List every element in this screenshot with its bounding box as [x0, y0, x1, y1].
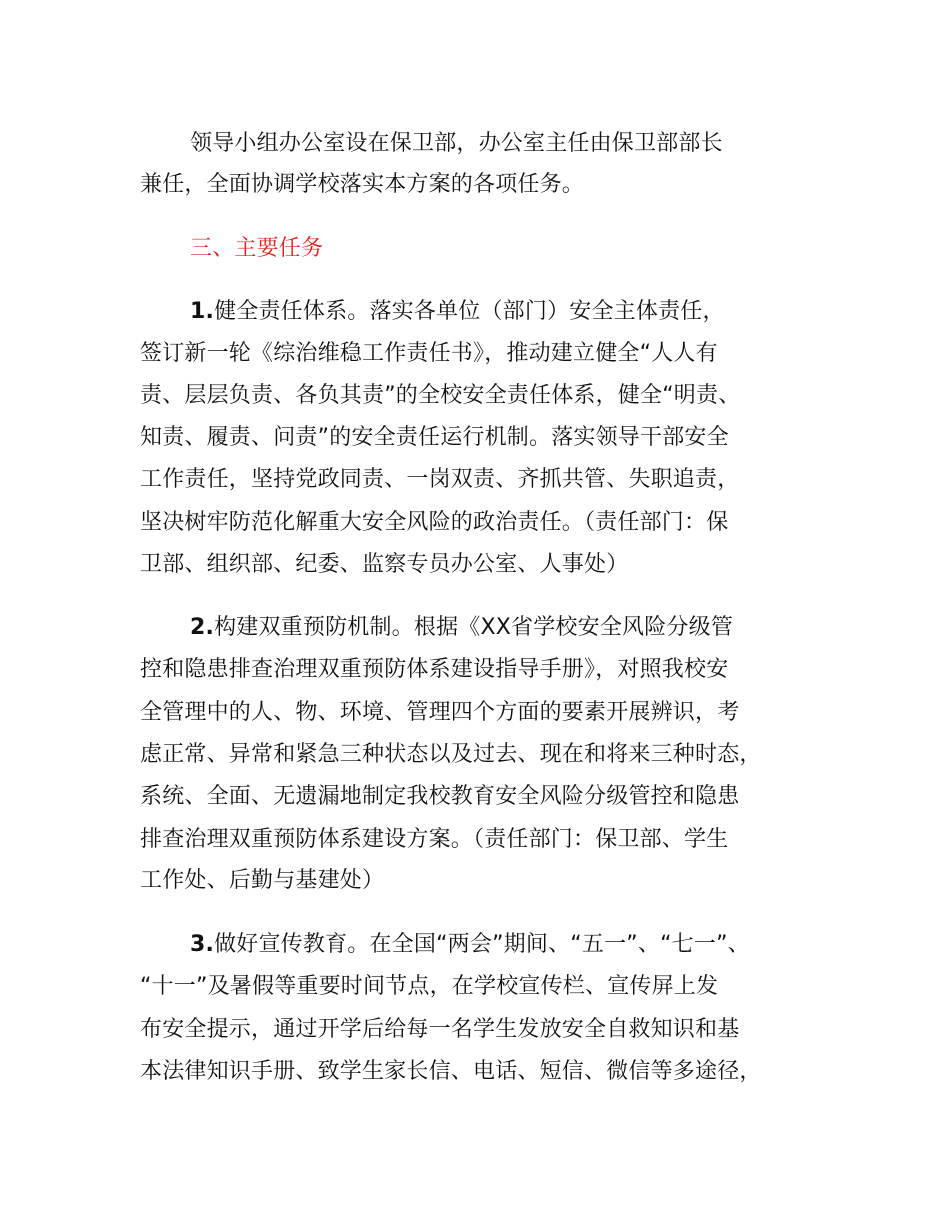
item-text: 健全责任体系。落实各单位（部门）安全主体责任，	[214, 299, 725, 324]
paragraph-line	[190, 294, 725, 330]
item-text: 做好宣传教育。在全国“两会”期间、“五一”、“七一”、	[214, 932, 750, 957]
paragraph-line: 控和隐患排查治理双重预防体系建设指导手册》，对照我校安	[140, 657, 729, 682]
paragraph-line: 本法律知识手册、致学生家长信、电话、短信、微信等多途径，	[140, 1059, 762, 1084]
paragraph-line: 虑正常、异常和紧急三种状态以及过去、现在和将来三种时态，	[140, 742, 762, 767]
paragraph-line: 坚决树牢防范化解重大安全风险的政治责任。（责任部门：保	[140, 510, 729, 535]
item-number: 3.	[190, 932, 215, 957]
paragraph-line: 工作责任，坚持党政同责、一岗双责、齐抓共管、失职追责，	[140, 467, 740, 492]
paragraph-line: 工作处、后勤与基建处）	[140, 868, 385, 893]
paragraph-line: 排查治理双重预防体系建设方案。（责任部门：保卫部、学生	[140, 827, 729, 852]
item-text: 构建双重预防机制。根据《XX省学校安全风险分级管	[214, 615, 734, 640]
paragraph-line: 布安全提示，通过开学后给每一名学生发放安全自救知识和基	[140, 1017, 740, 1042]
paragraph-line: 兼任，全面协调学校落实本方案的各项任务。	[140, 172, 585, 197]
paragraph-line: 知责、履责、问责”的安全责任运行机制。落实领导干部安全	[140, 425, 729, 450]
paragraph-line: 卫部、组织部、纪委、监察专员办公室、人事处）	[140, 552, 629, 577]
paragraph-line	[190, 927, 750, 963]
paragraph-line: 领导小组办公室设在保卫部，办公室主任由保卫部部长	[190, 131, 723, 156]
section-heading: 三、主要任务	[190, 236, 324, 261]
item-number: 1.	[190, 299, 215, 324]
paragraph-line: 系统、全面、无遗漏地制定我校教育安全风险分级管控和隐患	[140, 784, 740, 809]
paragraph-line: 签订新一轮《综治维稳工作责任书》，推动建立健全“人人有	[140, 341, 718, 366]
paragraph-line: 责、层层负责、各负其责”的全校安全责任体系，健全“明责、	[140, 383, 741, 408]
paragraph-line: “十一”及暑假等重要时间节点，在学校宣传栏、宣传屏上发	[140, 974, 719, 999]
paragraph-line	[190, 610, 733, 646]
item-number: 2.	[190, 615, 215, 640]
paragraph-line: 全管理中的人、物、环境、管理四个方面的要素开展辨识，考	[140, 700, 740, 725]
